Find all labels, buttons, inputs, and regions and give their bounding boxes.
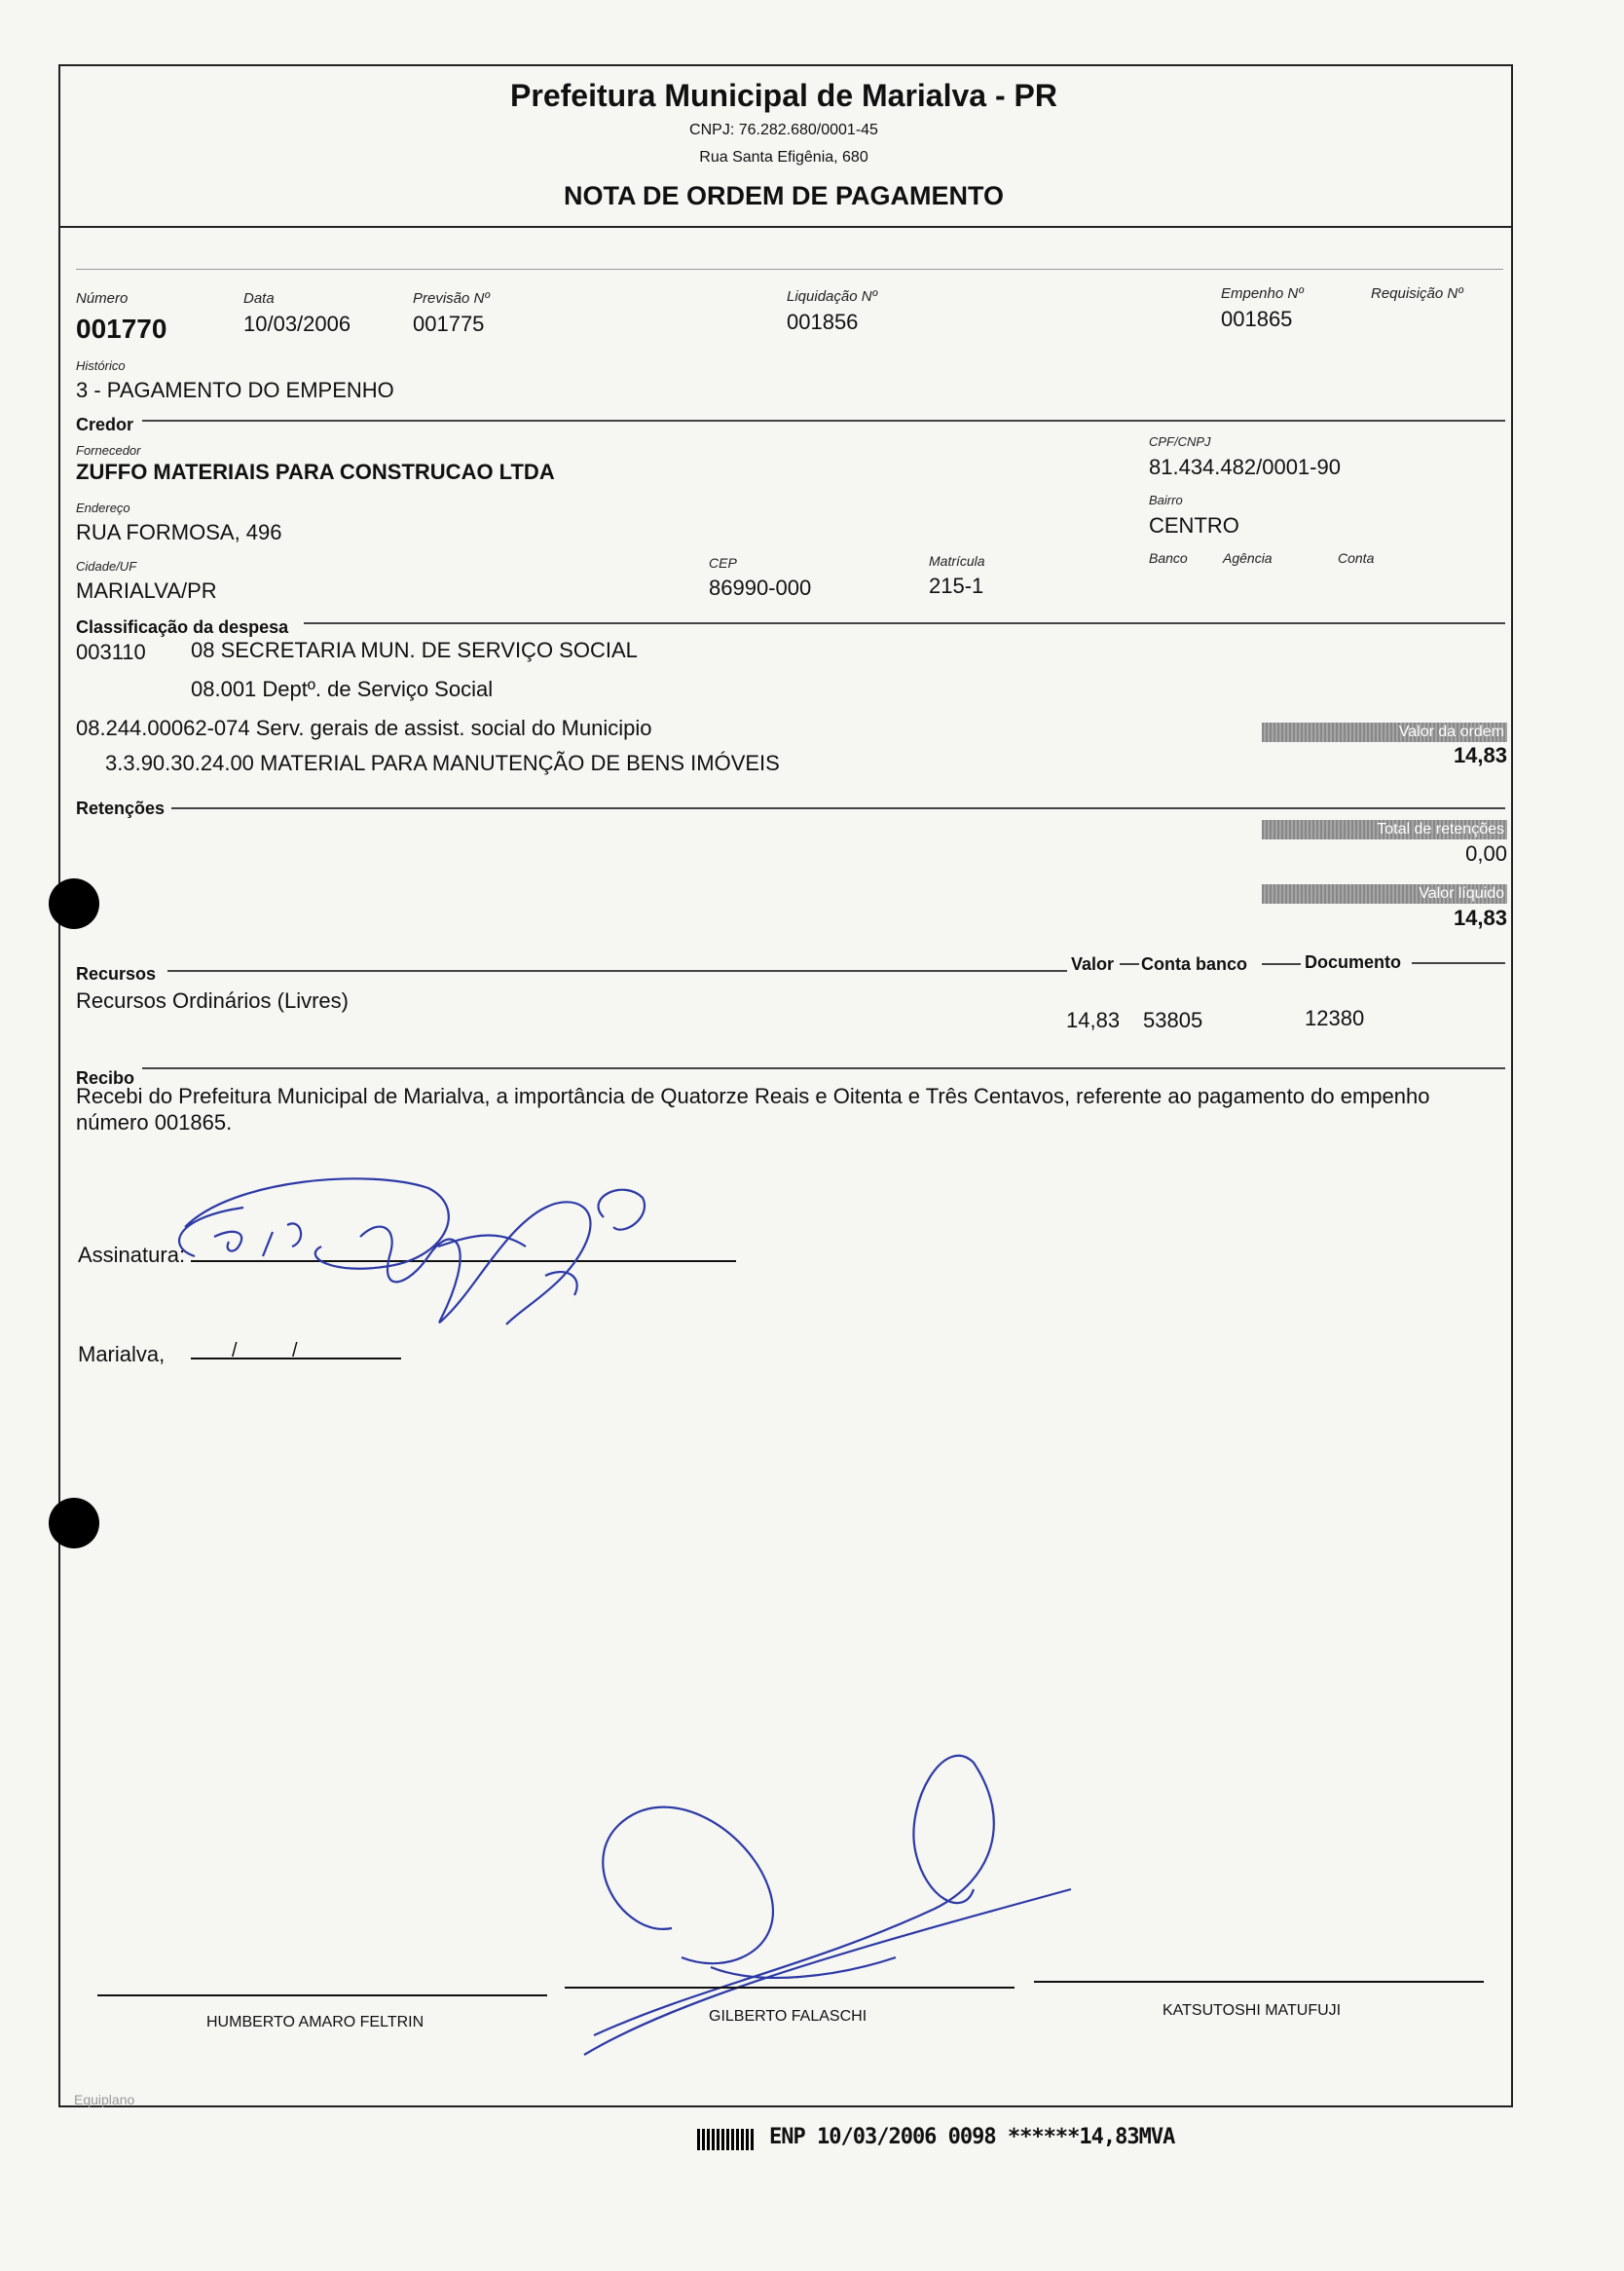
date-slash: / [232,1340,238,1361]
previsao-value: 001775 [413,312,485,336]
fornecedor-value: ZUFFO MATERIAIS PARA CONSTRUCAO LTDA [76,460,555,484]
recursos-line [1120,963,1139,965]
empenho-label: Empenho Nº [1221,285,1304,302]
document-title: NOTA DE ORDEM DE PAGAMENTO [563,181,1004,210]
bank-stamp: ENP 10/03/2006 0098 ******14,83MVA [769,2125,1175,2149]
retencoes-line [171,807,1505,809]
signature-line [565,1987,1015,1989]
data-value: 10/03/2006 [243,312,351,336]
classificacao-line3: 08.244.00062-074 Serv. gerais de assist. social do Municipio [76,716,652,740]
cpf-value: 81.434.482/0001-90 [1149,455,1341,479]
assinatura-label: Assinatura: [78,1243,186,1267]
cep-label: CEP [709,555,737,571]
signatory-2: GILBERTO FALASCHI [709,2008,867,2025]
numero-value: 001770 [76,314,167,344]
cidade-value: MARIALVA/PR [76,578,217,603]
numero-label: Número [76,290,129,307]
previsao-label: Previsão Nº [413,290,490,307]
classificacao-line [304,622,1505,624]
fornecedor-label: Fornecedor [76,443,141,458]
recursos-line [167,970,1067,972]
recursos-documento: 12380 [1305,1006,1365,1030]
banco-label: Banco [1149,550,1188,566]
date-slash: / [292,1340,298,1361]
page-title: Prefeitura Municipal de Marialva - PR [510,78,1057,113]
local-data-label: Marialva, [78,1342,166,1366]
cnpj: CNPJ: 76.282.680/0001-45 [689,122,878,138]
recursos-valor: 14,83 [1066,1008,1121,1032]
recursos-valor-label: Valor [1071,954,1115,974]
endereco-label: Endereço [76,501,130,515]
handwritten-signature [156,1139,701,1363]
signatory-1: HUMBERTO AMARO FELTRIN [206,2014,424,2030]
classificacao-code: 003110 [76,640,146,664]
signature-line [97,1994,547,1996]
recursos-conta-label: Conta banco [1141,954,1248,974]
total-retencoes-value: 0,00 [1465,841,1507,866]
retencoes-heading: Retenções [76,799,166,818]
bank-logo-mark [697,2129,756,2150]
recursos-conta: 53805 [1143,1008,1203,1032]
cpf-label: CPF/CNPJ [1149,434,1211,449]
signatory-3: KATSUTOSHI MATUFUJI [1163,2002,1342,2019]
recibo-line [142,1067,1505,1069]
recursos-descricao: Recursos Ordinários (Livres) [76,988,349,1013]
classificacao-line2: 08.001 Deptº. de Serviço Social [191,677,494,701]
endereco-value: RUA FORMOSA, 496 [76,520,282,544]
software-footer: Equiplano [74,2092,135,2107]
historico-value: 3 - PAGAMENTO DO EMPENHO [76,378,394,402]
liquidacao-label: Liquidação Nº [787,288,878,305]
historico-label: Histórico [76,358,126,373]
valor-liquido-label: Valor líquido [1262,884,1507,904]
conta-label: Conta [1338,550,1375,566]
signature-line [1034,1981,1484,1983]
recibo-text: Recebi do Prefeitura Municipal de Marialva, a importância de Quatorze Reais e Oitenta e Três Centavos, referente ao pagamento do empenho número 001865. [76,1084,1430,1135]
recursos-heading: Recursos [76,964,157,984]
ids-top-line [76,269,1503,270]
address: Rua Santa Efigênia, 680 [699,149,868,166]
classificacao-line1: 08 SECRETARIA MUN. DE SERVIÇO SOCIAL [191,638,638,662]
valor-liquido-value: 14,83 [1453,906,1507,930]
credor-line [142,420,1505,422]
recursos-line [1412,962,1505,964]
empenho-value: 001865 [1221,307,1293,331]
data-label: Data [243,290,275,307]
classificacao-line4: 3.3.90.30.24.00 MATERIAL PARA MANUTENÇÃO DE BENS IMÓVEIS [105,751,780,775]
bairro-label: Bairro [1149,493,1183,507]
recursos-line [1262,963,1301,965]
recibo-heading: Recibo [76,1068,135,1088]
recursos-documento-label: Documento [1305,952,1401,972]
cep-value: 86990-000 [709,576,812,600]
matricula-label: Matrícula [929,553,985,569]
punch-hole [49,878,99,929]
requisicao-label: Requisição Nº [1371,285,1463,302]
credor-heading: Credor [76,415,134,434]
total-retencoes-label: Total de retenções [1262,820,1507,839]
classificacao-heading: Classificação da despesa [76,617,289,637]
agencia-label: Agência [1223,550,1273,566]
valor-ordem-value: 14,83 [1453,743,1507,767]
cidade-label: Cidade/UF [76,559,137,574]
liquidacao-value: 001856 [787,310,859,334]
bairro-value: CENTRO [1149,513,1239,538]
punch-hole [49,1498,99,1548]
header-divider [58,226,1513,228]
valor-ordem-label: Valor da ordem [1262,723,1507,742]
matricula-value: 215-1 [929,574,984,598]
